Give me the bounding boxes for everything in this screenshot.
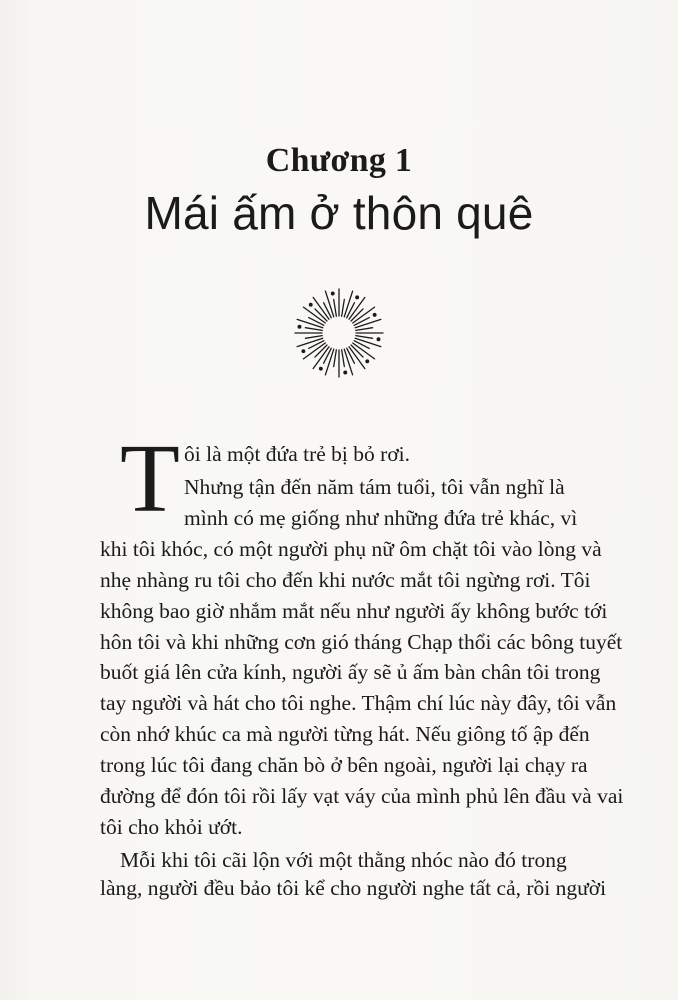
- text-line: mình có mẹ giống như những đứa trẻ khác, vì: [184, 506, 578, 530]
- text-line: ôi là một đứa trẻ bị bỏ rơi.: [184, 442, 411, 466]
- drop-cap: T: [120, 425, 180, 533]
- text-line: tôi cho khỏi ướt.: [100, 815, 243, 839]
- text-line: Nhưng tận đến năm tám tuổi, tôi vẫn nghĩ là: [184, 475, 565, 499]
- text-line: Mỗi khi tôi cãi lộn với một thằng nhóc nào đó trong: [120, 848, 567, 872]
- text-line: khi tôi khóc, có một người phụ nữ ôm chặt tôi vào lòng và: [100, 537, 602, 561]
- chapter-label: Chương 1: [265, 142, 413, 179]
- text-line: trong lúc tôi đang chăn bò ở bên ngoài, người lại chạy ra: [100, 753, 588, 777]
- text-line: buốt giá lên cửa kính, người ấy sẽ ủ ấm bàn chân tôi trong: [100, 660, 601, 684]
- text-line: đường để đón tôi rồi lấy vạt váy của mình phủ lên đầu và vai: [100, 784, 624, 808]
- text-line: nhẹ nhàng ru tôi cho đến khi nước mắt tôi ngừng rơi. Tôi: [100, 568, 591, 592]
- chapter-title: Mái ấm ở thôn quê: [144, 187, 534, 239]
- text-line: còn nhớ khúc ca mà người từng hát. Nếu giông tố ập đến: [100, 722, 590, 746]
- text-line: làng, người đều bảo tôi kể cho người nghe tất cả, rồi người: [100, 876, 607, 900]
- text-line: không bao giờ nhắm mắt nếu như người ấy không bước tới: [100, 599, 608, 623]
- text-line: hôn tôi và khi những cơn gió tháng Chạp thổi các bông tuyết: [100, 630, 623, 654]
- text-line: tay người và hát cho tôi nghe. Thậm chí lúc này đây, tôi vẫn: [100, 691, 617, 715]
